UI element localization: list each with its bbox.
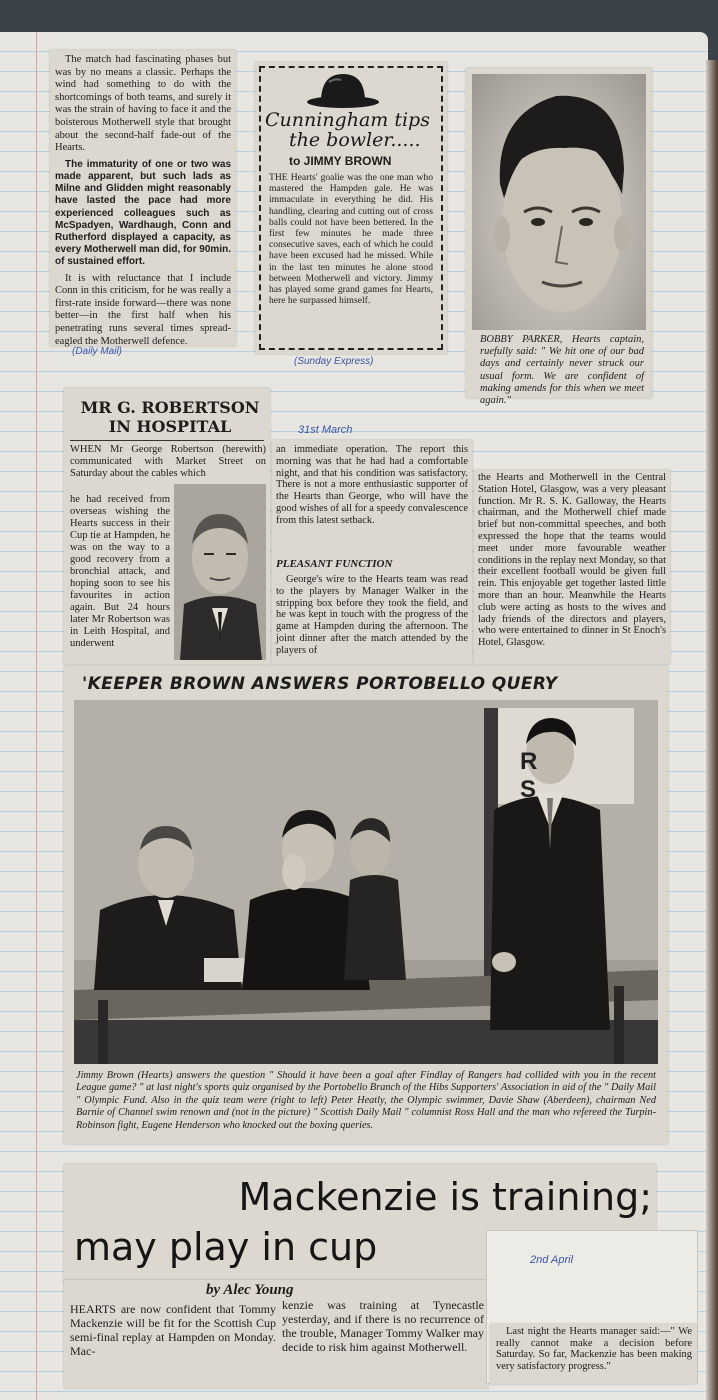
clipping-cunningham [255, 62, 447, 354]
mackenzie-col1: HEARTS are now confident that Tommy Mackenzie will be fit for the Scottish Cup semi-final replay at Hampden on Monday. Mac- [70, 1302, 276, 1358]
robertson-col3-text: the Hearts and Motherwell in the Central Station Hotel, Glasgow, was a very pleasant function. Mr R. S. K. Galloway, the Hearts chairman, and the Motherwell chief made brief but non-committal speeches, and both expressed the hope that the teams would meet under more favourable weather conditions in the replay next Monday, so that their excellent football would be given full rein. This enjoyable get together lasted little more than an hour. Meanwhile the Hearts club were acting as hosts to the wives and lady friends of the directors and players, who were entertained to dinner in St Enoch's Hotel, Glasgow. [478, 472, 666, 649]
pleasant-function-subhead: PLEASANT FUNCTION [276, 558, 393, 570]
headline-rule [70, 440, 264, 441]
source-note-sunday-express: (Sunday Express) [294, 356, 374, 367]
page-edge [706, 60, 718, 1400]
cunningham-headline [265, 110, 437, 150]
cunningham-subhead: to JIMMY BROWN [289, 154, 392, 168]
robertson-col1-bottom: he had received from overseas wishing the Hearts success in their Cup tie at Hampden, he was on the way to a good recovery from a bronchial attack, and hoping soon to see his favourites in action again. But 24 hours later Mr Robertson was in Leith Hospital, and underwent [70, 494, 170, 649]
keeper-brown-headline: 'KEEPER BROWN ANSWERS PORTOBELLO QUERY [82, 674, 558, 694]
date-note-2nd-april: 2nd April [530, 1254, 574, 1266]
match-report-para2: The immaturity of one or two was made apparent, but such lads as Milne and Glidden might reasonably have lasted the pace had more experienced colleagues such as McSpadyen, Wardhaugh, Conn and Rutherford displayed a capacity, as every Motherwell man did, for 90min. of sustained effort. [55, 158, 231, 268]
date-note-31st-march: 31st March [298, 424, 353, 436]
margin-line [36, 32, 37, 1400]
mackenzie-headline-line2: may play in cup [74, 1225, 378, 1269]
mackenzie-byline: by Alec Young [206, 1282, 294, 1298]
bobby-parker-caption: BOBBY PARKER, Hearts captain, ruefully said: " We hit one of our bad days and certainly never struck our usual form. We are confident of making amends for this when we meet again." [480, 334, 644, 407]
robertson-headline [70, 398, 270, 436]
clipping-keeper-brown [64, 666, 668, 1144]
robertson-col1-top: WHEN Mr George Robertson (herewith) communicated with Market Street on Saturday about the cables which [70, 444, 266, 479]
keeper-brown-caption: Jimmy Brown (Hearts) answers the question " Should it have been a goal after Findlay of Rangers had collided with you in the recent League game? " at last night's sports quiz organised by the Portobello Branch of the Hibs Supporters' Association in aid of the " Daily Mail " Olympic Fund. Also in the quiz team were (right to left) Peter Heatly, the Olympic swimmer, Davie Shaw (Aberdeen), chairman Ned Barnie of Channel swim renown and (not in the picture) " Scottish Daily Mail " columnist Ross Hall and the man who refereed the Turpin-Robinson fight, Eugene Henderson who knocked out the boxing queries. [76, 1070, 656, 1131]
bobby-parker-photo [472, 74, 646, 330]
headline-line-2: the bowler..... [289, 129, 421, 151]
clipping-match-report [50, 50, 236, 346]
robertson-photo [174, 484, 266, 660]
bowler-hat-icon [303, 68, 383, 110]
match-report-para1: The match had fascinating phases but was by no means a classic. Perhaps the wind had something to do with the shortcomings of both teams, and surely it was the strain of having to face it and the boisterous Motherwell style that brought about the second-half fade-out of the Hearts. [55, 54, 231, 154]
match-report-para3: It is with reluctance that I include Conn in this criticism, for he was really a first-rate inside forward—there was none better—in the first half when his penetrating runs several times spread-eagled the Motherwell defence. [55, 272, 231, 347]
robertson-col2-para2: George's wire to the Hearts team was read to the players by Manager Walker in the stripping box before they took the field, and he was kept in touch with the progress of the game at Hampden during the afternoon. The joint dinner after the match attended by the players of [276, 574, 468, 656]
mackenzie-col2: kenzie was training at Tynecastle yesterday, and if there is no recurrence of the trouble, Manager Tommy Walker may decide to risk him against Motherwell. [282, 1298, 484, 1354]
sign-letters: R S [520, 748, 572, 803]
source-note-daily-mail: (Daily Mail) [72, 346, 122, 357]
mackenzie-headline-line1: Mackenzie is training; [238, 1175, 652, 1219]
clipping-bobby-parker [466, 68, 652, 407]
robertson-headline-line2: IN HOSPITAL [108, 417, 232, 436]
quiz-team-photo [74, 700, 658, 1064]
clipping-mackenzie [64, 1164, 698, 1388]
cunningham-body: THE Hearts' goalie was the one man who mastered the Hampden gale. He was immaculate in everything he did. His handling, clearing and cutting out of cross balls could not have been bettered. In the first few minutes he made three consecutive saves, each of which he could have been excused had he missed. While in the last ten minutes he alone stood between Motherwell and victory. Jimmy has played some grand games for Hearts, here he surpassed himself. [269, 172, 433, 307]
headline-line-1: Cunningham tips [265, 109, 430, 131]
mackenzie-col3: Last night the Hearts manager said:—" We really cannot make a decision before Saturday. So far, Mackenzie has been making very satisfactory progress." [496, 1326, 692, 1372]
robertson-headline-line1: MR G. ROBERTSON [80, 398, 260, 417]
clipping-robertson [64, 388, 670, 664]
robertson-col2-para1: an immediate operation. The report this morning was that he had had a comfortable night, and that his condition was satisfactory. There is not a more enthusiastic supporter of the Hearts than George, who will have the good wishes of all for a speedy convalescence from this latest setback. [276, 444, 468, 526]
